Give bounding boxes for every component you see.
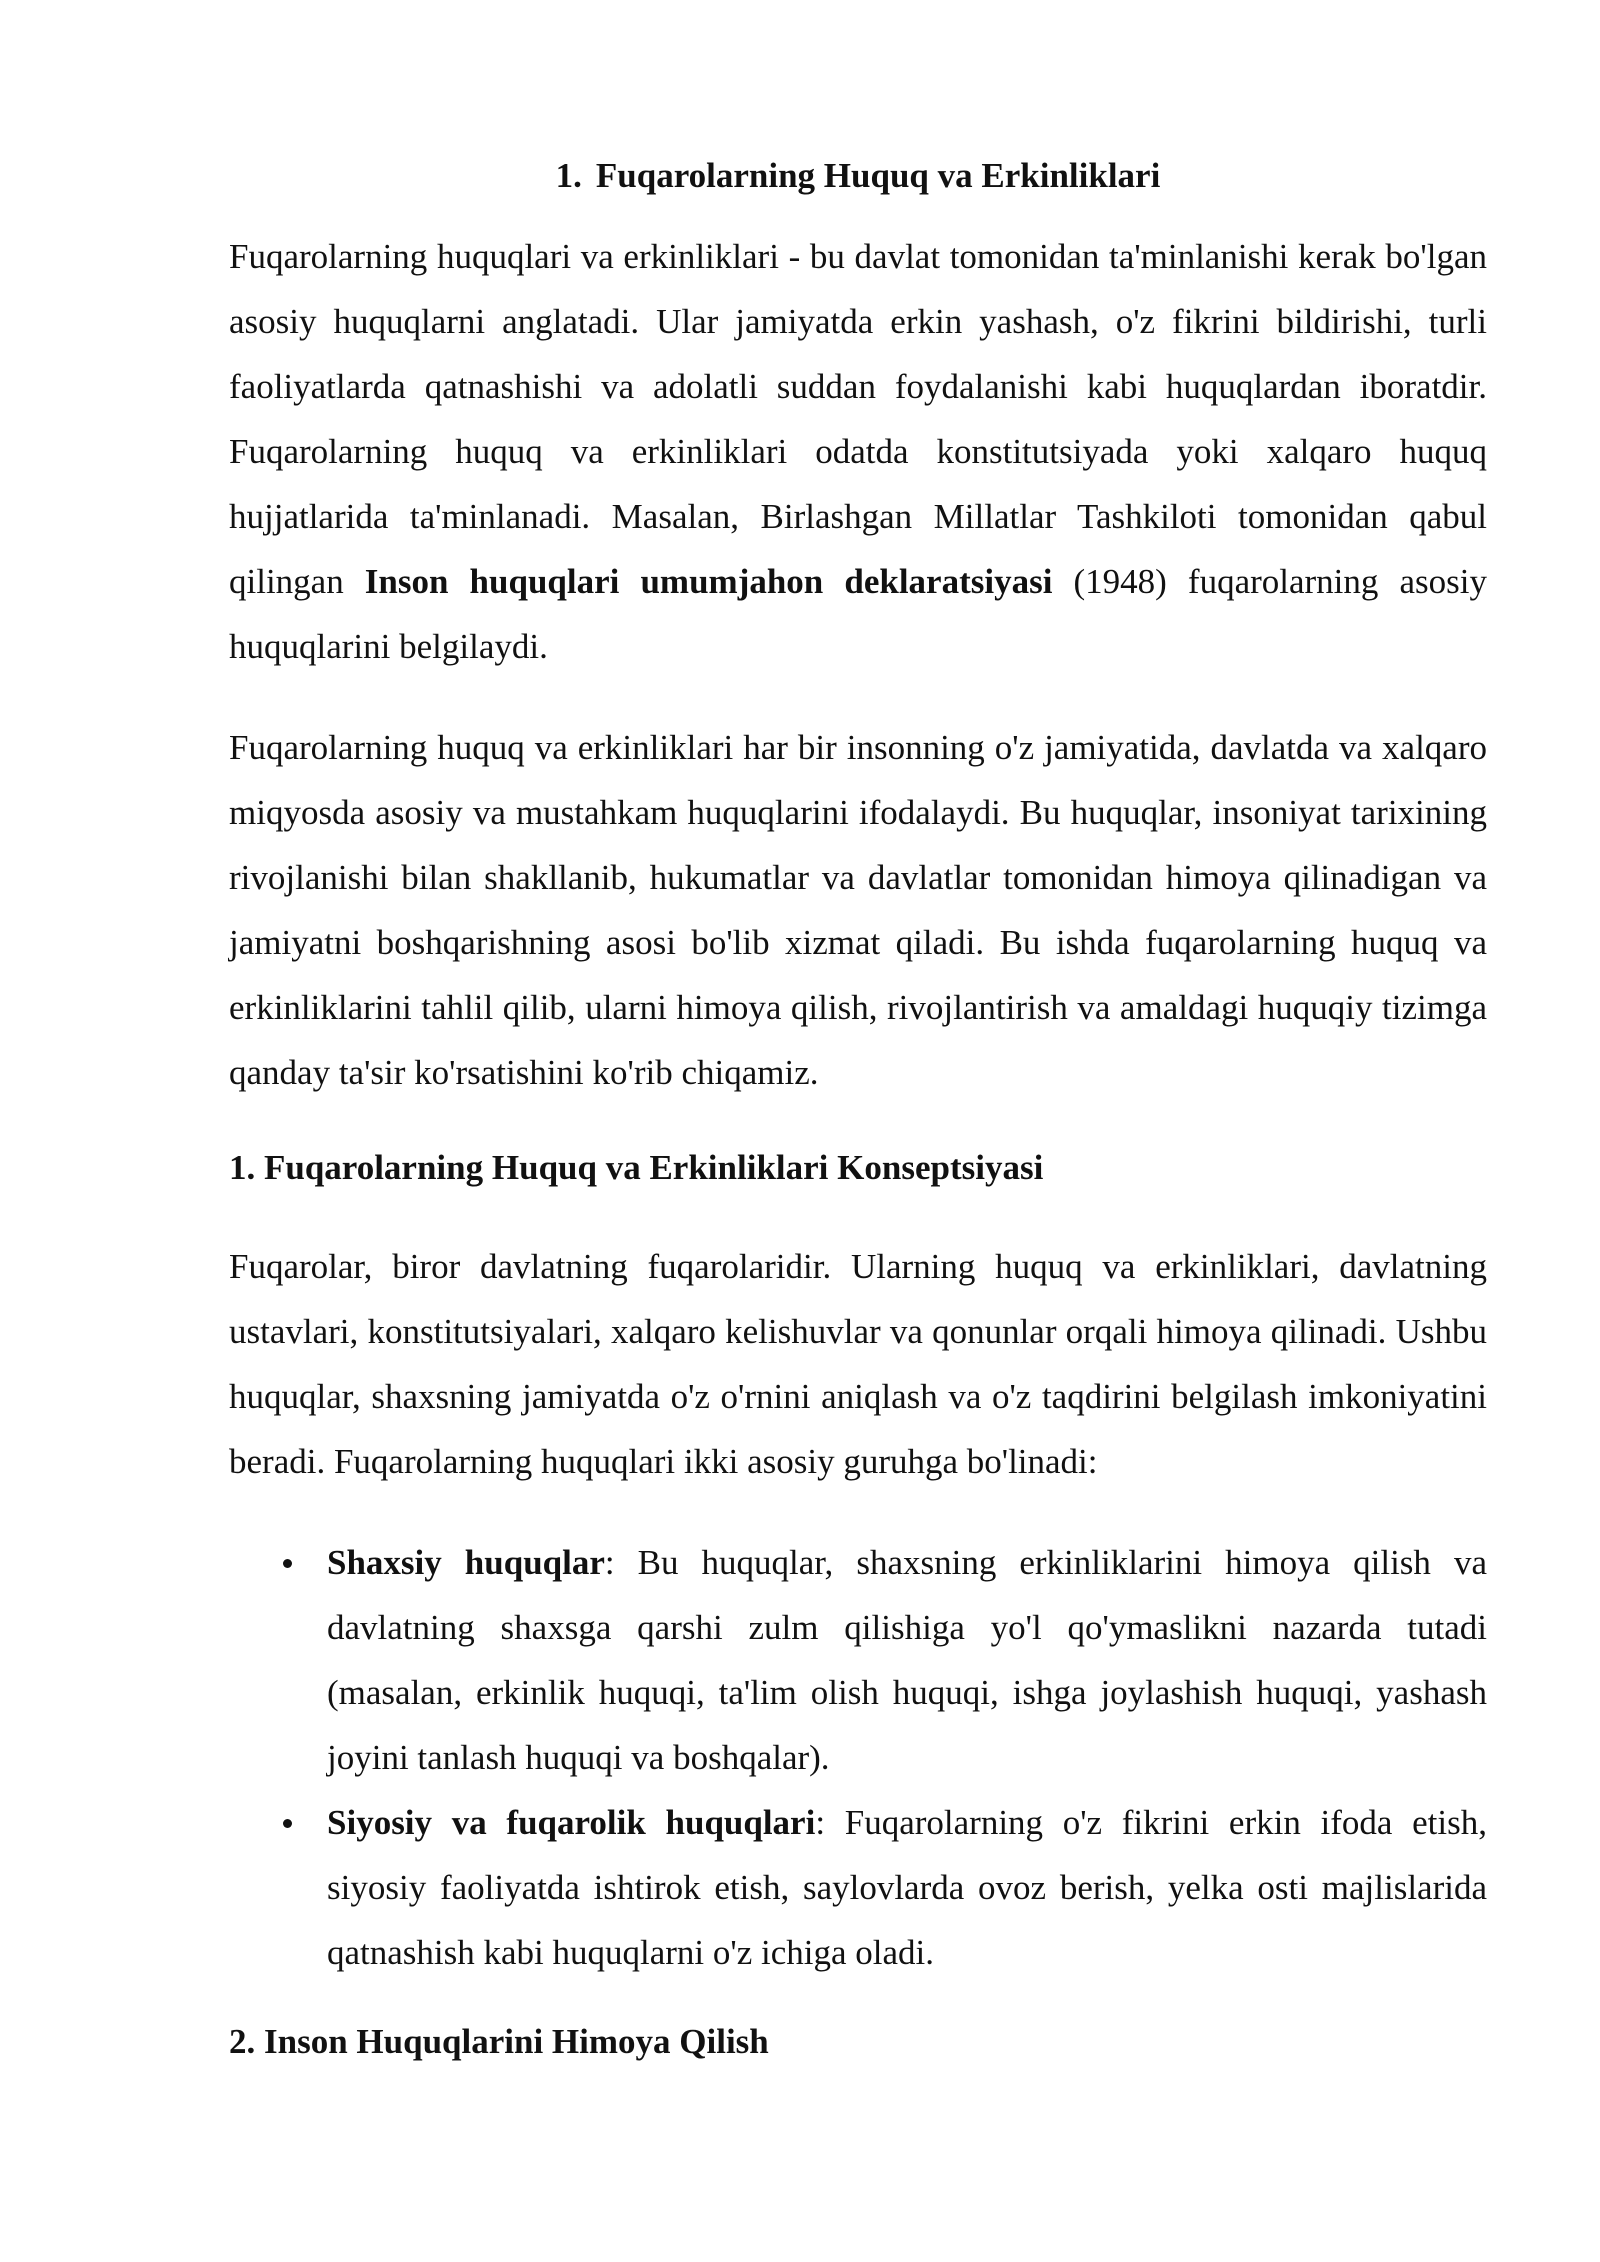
paragraph-intro-tail: (1948) fuqarolarning asosiy huquqlarini belgilaydi. — [229, 562, 1487, 666]
section-heading-concept: 1. Fuqarolarning Huquq va Erkinliklari Konseptsiyasi — [229, 1148, 1044, 1187]
list-item — [229, 1530, 1487, 1790]
document-title — [229, 146, 1487, 206]
list-item-term: Siyosiy va fuqarolik huquqlari — [327, 1803, 816, 1842]
paragraph-intro — [229, 224, 1487, 679]
rights-list — [229, 1530, 1487, 1985]
title-number: 1. — [555, 156, 582, 195]
paragraph-intro-text: Fuqarolarning huquqlari va erkinliklari - bu davlat tomonidan ta'minlanishi kerak bo'lgan asosiy huquqlarni anglatadi. Ular jamiyatda erkin yashash, o'z fikrini bildirishi, turli faoliyatlarda qatnashishi va adolatli suddan foydalanishi kabi huquqlardan iboratdir. Fuqarolarning huquq va erkinliklari odatda konstitutsiyada yoki xalqaro huquq hujjatlarida ta'minlanadi. Masalan, Birlashgan Millatlar Tashkiloti tomonidan qabul qilingan — [229, 237, 1487, 601]
title-text: Fuqarolarning Huquq va Erkinliklari — [595, 156, 1161, 195]
document-body — [229, 146, 1487, 2108]
list-item-text: : Fuqarolarning o'z fikrini erkin ifoda etish, siyosiy faoliyatda ishtirok etish, saylovlarda ovoz berish, yelka osti majlislarida qatnashish kabi huquqlarni o'z ichiga oladi. — [327, 1803, 1487, 1972]
paragraph-citizens: Fuqarolar, biror davlatning fuqarolaridir. Ularning huquq va erkinliklari, davlatning ustavlari, konstitutsiyalari, xalqaro kelishuvlar va qonunlar orqali himoya qilinadi. Ushbu huquqlar, shaxsning jamiyatda o'z o'rnini aniqlash va o'z taqdirini belgilash imkoniyatini beradi. Fuqarolarning huquqlari ikki asosiy guruhga bo'linadi: — [229, 1247, 1487, 1481]
list-item-text: : Bu huquqlar, shaxsning erkinliklarini himoya qilish va davlatning shaxsga qarshi zulm qilishiga yo'l qo'ymaslikni nazarda tutadi (masalan, erkinlik huquqi, ta'lim olish huquqi, ishga joylashish huquqi, yashash joyini tanlash huquqi va boshqalar). — [327, 1543, 1487, 1777]
section-heading-protection: 2. Inson Huquqlarini Himoya Qilish — [229, 2022, 769, 2061]
list-item — [229, 1790, 1487, 1985]
declaration-name: Inson huquqlari umumjahon deklaratsiyasi — [364, 562, 1053, 601]
bullet-icon — [283, 1819, 292, 1828]
paragraph-overview: Fuqarolarning huquq va erkinliklari har bir insonning o'z jamiyatida, davlatda va xalqaro miqyosda asosiy va mustahkam huquqlarini ifodalaydi. Bu huquqlar, insoniyat tarixining rivojlanishi bilan shakllanib, hukumatlar va davlatlar tomonidan himoya qilinadigan va jamiyatni boshqarishning asosi bo'lib xizmat qiladi. Bu ishda fuqarolarning huquq va erkinliklarini tahlil qilib, ularni himoya qilish, rivojlantirish va amaldagi huquqiy tizimga qanday ta'sir ko'rsatishini ko'rib chiqamiz. — [229, 728, 1487, 1092]
list-item-term: Shaxsiy huquqlar — [327, 1543, 605, 1582]
bullet-icon — [283, 1559, 292, 1568]
